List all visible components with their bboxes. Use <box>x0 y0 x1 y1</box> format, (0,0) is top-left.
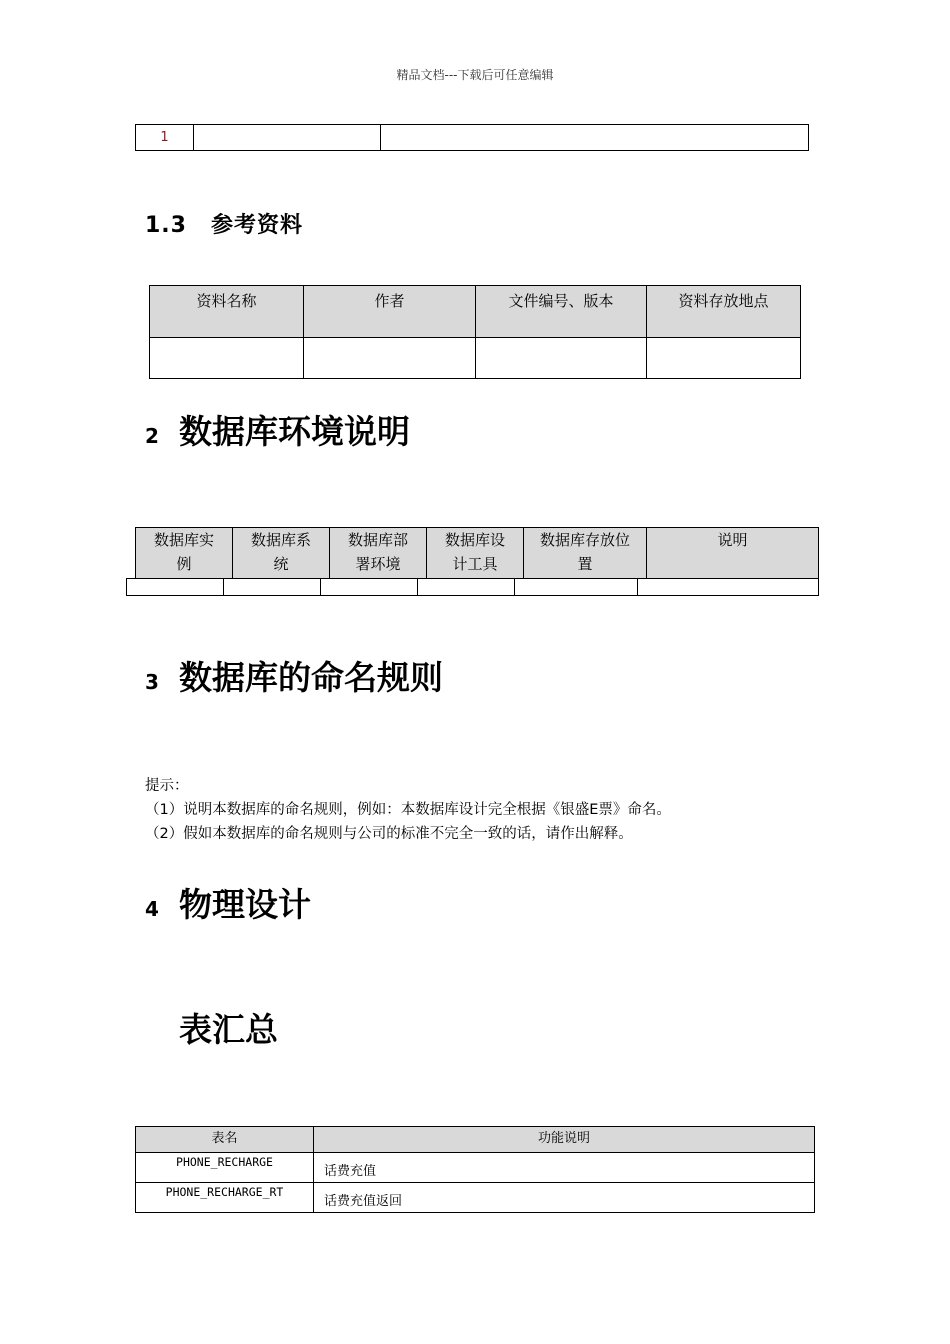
table-cell <box>194 125 381 151</box>
column-header <box>427 528 524 579</box>
table-row <box>136 1153 815 1183</box>
tips-title: 提示： <box>145 778 189 794</box>
section-number: 4 <box>145 897 159 921</box>
table-summary <box>135 1126 815 1213</box>
table-cell <box>224 579 321 596</box>
table-cell <box>418 579 515 596</box>
column-header: 作者 <box>304 286 476 338</box>
section-heading-1-3 <box>145 208 303 239</box>
column-header <box>647 528 819 579</box>
section-title: 数据库的命名规则 <box>179 658 443 697</box>
table-row <box>150 338 801 379</box>
section-title: 参考资料 <box>211 213 304 238</box>
subsection-heading: 表汇总 <box>179 1010 278 1049</box>
section-heading-2 <box>145 406 410 453</box>
table-cell <box>127 579 224 596</box>
header-line: 数据库设 <box>444 531 505 549</box>
table-cell <box>321 579 418 596</box>
column-header <box>524 528 647 579</box>
section-heading-3 <box>145 652 443 699</box>
table-row <box>136 125 809 151</box>
table-header-row <box>150 286 801 338</box>
table-cell <box>515 579 638 596</box>
environment-table-header <box>135 527 819 579</box>
table-cell: 1 <box>136 125 194 151</box>
table-desc-cell: 话费充值 <box>314 1153 815 1183</box>
column-header: 功能说明 <box>314 1127 815 1153</box>
column-header: 资料名称 <box>150 286 304 338</box>
column-header <box>330 528 427 579</box>
section-heading-4 <box>145 879 311 926</box>
header-line: 计工具 <box>452 555 498 573</box>
table-cell <box>381 125 809 151</box>
table-cell <box>638 579 819 596</box>
header-line: 例 <box>176 555 192 573</box>
header-line: 数据库部 <box>347 531 408 549</box>
table-header-row <box>136 1127 815 1153</box>
section-title: 数据库环境说明 <box>179 412 410 451</box>
column-header <box>136 528 233 579</box>
table-cell <box>647 338 801 379</box>
environment-table-body <box>126 578 819 596</box>
column-header: 资料存放地点 <box>647 286 801 338</box>
table-cell <box>304 338 476 379</box>
header-line: 数据库实 <box>153 531 214 549</box>
header-line: 数据库存放位 <box>539 531 630 549</box>
page-watermark: 精品文档---下载后可任意编辑 <box>396 68 554 82</box>
tips-block <box>145 774 671 846</box>
tips-line: （2）假如本数据库的命名规则与公司的标准不完全一致的话，请作出解释。 <box>145 826 633 842</box>
header-line: 统 <box>273 555 289 573</box>
table-row <box>127 579 819 596</box>
section-number: 3 <box>145 670 159 694</box>
table-row <box>136 1183 815 1213</box>
table-cell <box>476 338 647 379</box>
table-cell <box>150 338 304 379</box>
revision-table <box>135 124 809 151</box>
section-title: 物理设计 <box>179 885 311 924</box>
header-line: 署环境 <box>355 555 401 573</box>
column-header: 表名 <box>136 1127 314 1153</box>
reference-table <box>149 285 801 379</box>
table-name-cell: PHONE_RECHARGE <box>136 1153 314 1183</box>
header-line: 数据库系 <box>250 531 311 549</box>
header-line: 置 <box>577 555 593 573</box>
header-line: 说明 <box>717 531 748 549</box>
tips-line: （1）说明本数据库的命名规则，例如：本数据库设计完全根据《银盛E票》命名。 <box>145 802 671 818</box>
column-header <box>233 528 330 579</box>
section-number: 2 <box>145 424 159 448</box>
table-header-row <box>136 528 819 579</box>
table-desc-cell: 话费充值返回 <box>314 1183 815 1213</box>
section-number: 1.3 <box>145 213 187 238</box>
column-header: 文件编号、版本 <box>476 286 647 338</box>
table-name-cell: PHONE_RECHARGE_RT <box>136 1183 314 1213</box>
